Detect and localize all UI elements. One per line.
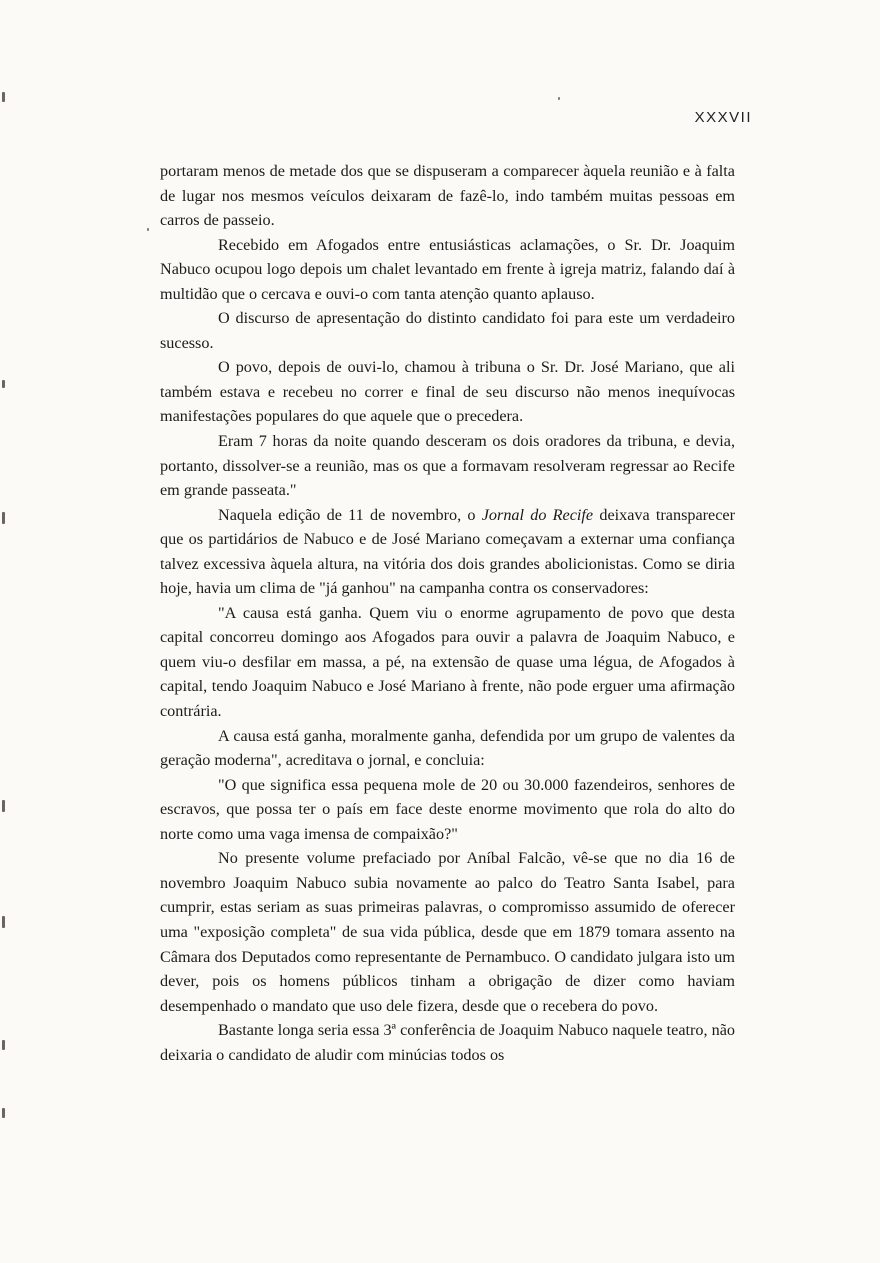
paragraph: O povo, depois de ouvi-lo, chamou à tribuna o Sr. Dr. José Mariano, que ali também estava e recebeu no correr e final de seu discurso não menos inequívocas manifestações populares do que aquele que o precedera. — [160, 358, 735, 426]
paragraph: portaram menos de metade dos que se dispuseram a comparecer àquela reunião e à falta de lugar nos mesmos veículos deixaram de fazê-lo, indo também muitas pessoas em carros de passeio. — [160, 162, 735, 230]
paragraph: Eram 7 horas da noite quando desceram os dois oradores da tribuna, e devia, portanto, dissolver-se a reunião, mas os que a formavam resolveram regressar ao Recife em grande passeata." — [160, 432, 735, 500]
scan-speck — [147, 228, 149, 231]
scan-edge-mark — [2, 1108, 5, 1118]
quoted-paragraph: "A causa está ganha. Quem viu o enorme agrupamento de povo que desta capital concorreu domingo aos Afogados para ouvir a palavra de Joaquim Nabuco, e quem viu-o desfilar em massa, a pé, na extensão de quase uma légua, de Afogados à capital, tendo Joaquim Nabuco e José Mariano à frente, não pode erguer uma afirmação contrária. — [160, 603, 735, 721]
paragraph-text: Naquela edição de 11 de novembro, o — [218, 505, 482, 524]
page-number: XXXVII — [694, 109, 752, 126]
scan-edge-mark — [2, 512, 5, 524]
scan-edge-mark — [2, 800, 5, 812]
newspaper-title: Jornal do Recife — [481, 505, 594, 524]
scan-speck — [558, 97, 560, 100]
scan-edge-mark — [2, 380, 5, 388]
body-text — [160, 159, 735, 1067]
paragraph — [160, 503, 735, 601]
paragraph: No presente volume prefaciado por Aníbal Falcão, vê-se que no dia 16 de novembro Joaquim Nabuco subia novamente ao palco do Teatro Santa Isabel, para cumprir, estas seriam as suas primeiras palavras, o compromisso assumido de oferecer uma "exposição completa" de sua vida pública, desde que em 1879 tomara assento na Câmara dos Deputados como representante de Pernambuco. O candidato julgara isto um dever, pois os homens públicos tinham a obrigação de dizer como haviam desempenhado o mandato que uso dele fizera, desde que o recebera do povo. — [160, 849, 735, 1015]
scan-edge-mark — [2, 916, 5, 928]
scan-edge-mark — [2, 92, 5, 102]
paragraph: O discurso de apresentação do distinto candidato foi para este um verdadeiro sucesso. — [160, 309, 735, 352]
paragraph: Bastante longa seria essa 3ª conferência de Joaquim Nabuco naquele teatro, não deixaria o candidato de aludir com minúcias todos os — [160, 1021, 735, 1064]
paragraph: A causa está ganha, moralmente ganha, defendida por um grupo de valentes da geração moderna", acreditava o jornal, e concluia: — [160, 726, 735, 770]
paragraph: Recebido em Afogados entre entusiásticas aclamações, o Sr. Dr. Joaquim Nabuco ocupou logo depois um chalet levantado em frente à igreja matriz, falando daí à multidão que o cercava e ouvi-o com tanta atenção quanto aplauso. — [160, 235, 735, 303]
quoted-paragraph: "O que significa essa pequena mole de 20 ou 30.000 fazendeiros, senhores de escravos, que possa ter o país em face deste enorme movimento que rola do alto do norte como uma vaga imensa de compaixão?" — [160, 775, 735, 843]
scan-edge-mark — [2, 1040, 5, 1050]
paragraph-text: deixava transparecer que os partidários de Nabuco e de José Mariano começavam a externar uma confiança talvez excessiva àquela altura, na vitória dos dois grandes abolicionistas. Como se diria hoje, havia um clima de "já ganhou" na campanha contra os conservadores: — [160, 505, 735, 598]
